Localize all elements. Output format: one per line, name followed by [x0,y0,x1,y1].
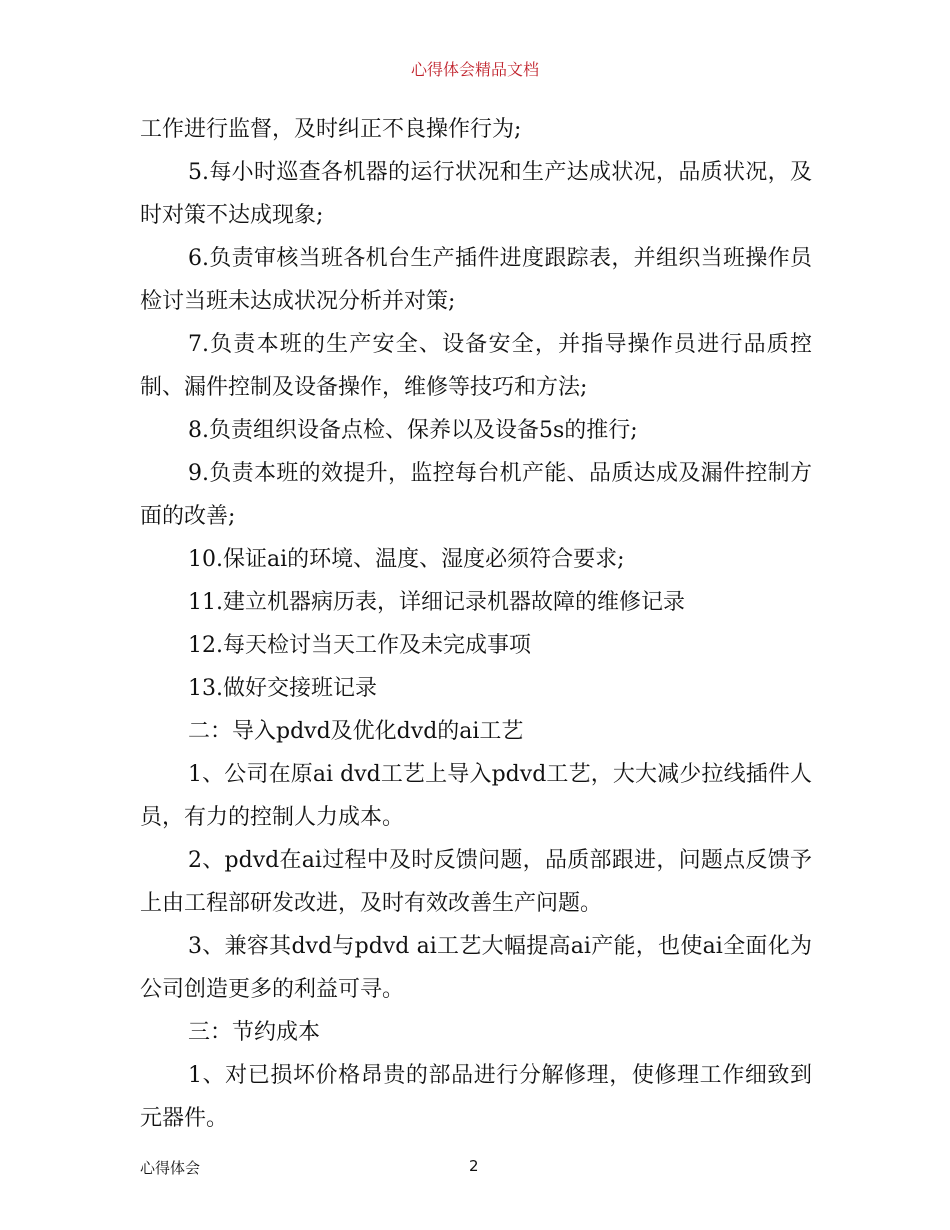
paragraph: 7.负责本班的生产安全、设备安全，并指导操作员进行品质控制、漏件控制及设备操作，维修等技巧和方法; [140,332,812,400]
paragraph: 9.负责本班的效提升，监控每台机产能、品质达成及漏件控制方面的改善; [140,461,812,529]
section-heading: 三：节约成本 [188,1020,321,1045]
paragraph: 工作进行监督，及时纠正不良操作行为; [140,117,522,142]
page-number: 2 [469,1157,479,1175]
paragraph: 3、兼容其dvd与pdvd ai工艺大幅提高ai产能，也使ai全面化为公司创造更多的利益可寻。 [140,934,812,1002]
paragraph: 8.负责组织设备点检、保养以及设备5s的推行; [188,418,638,443]
paragraph: 10.保证ai的环境、温度、湿度必须符合要求; [188,547,625,572]
footer-label: 心得体会 [140,1159,201,1177]
paragraph: 1、公司在原ai dvd工艺上导入pdvd工艺，大大减少拉线插件人员，有力的控制人力成本。 [140,762,812,830]
paragraph: 5.每小时巡查各机器的运行状况和生产达成状况，品质状况，及时对策不达成现象; [140,160,812,228]
document-body [140,108,812,1140]
section-heading: 二：导入pdvd及优化dvd的ai工艺 [188,719,524,744]
document-header-title: 心得体会精品文档 [410,60,539,79]
paragraph: 1、对已损坏价格昂贵的部品进行分解修理，使修理工作细致到元器件。 [140,1063,812,1131]
paragraph: 12.每天检讨当天工作及未完成事项 [188,633,531,658]
paragraph: 13.做好交接班记录 [188,676,377,701]
paragraph: 11.建立机器病历表，详细记录机器故障的维修记录 [188,590,685,615]
paragraph: 2、pdvd在ai过程中及时反馈问题，品质部跟进，问题点反馈予上由工程部研发改进，及时有效改善生产问题。 [140,848,812,916]
paragraph: 6.负责审核当班各机台生产插件进度跟踪表，并组织当班操作员检讨当班未达成状况分析并对策; [140,246,812,314]
